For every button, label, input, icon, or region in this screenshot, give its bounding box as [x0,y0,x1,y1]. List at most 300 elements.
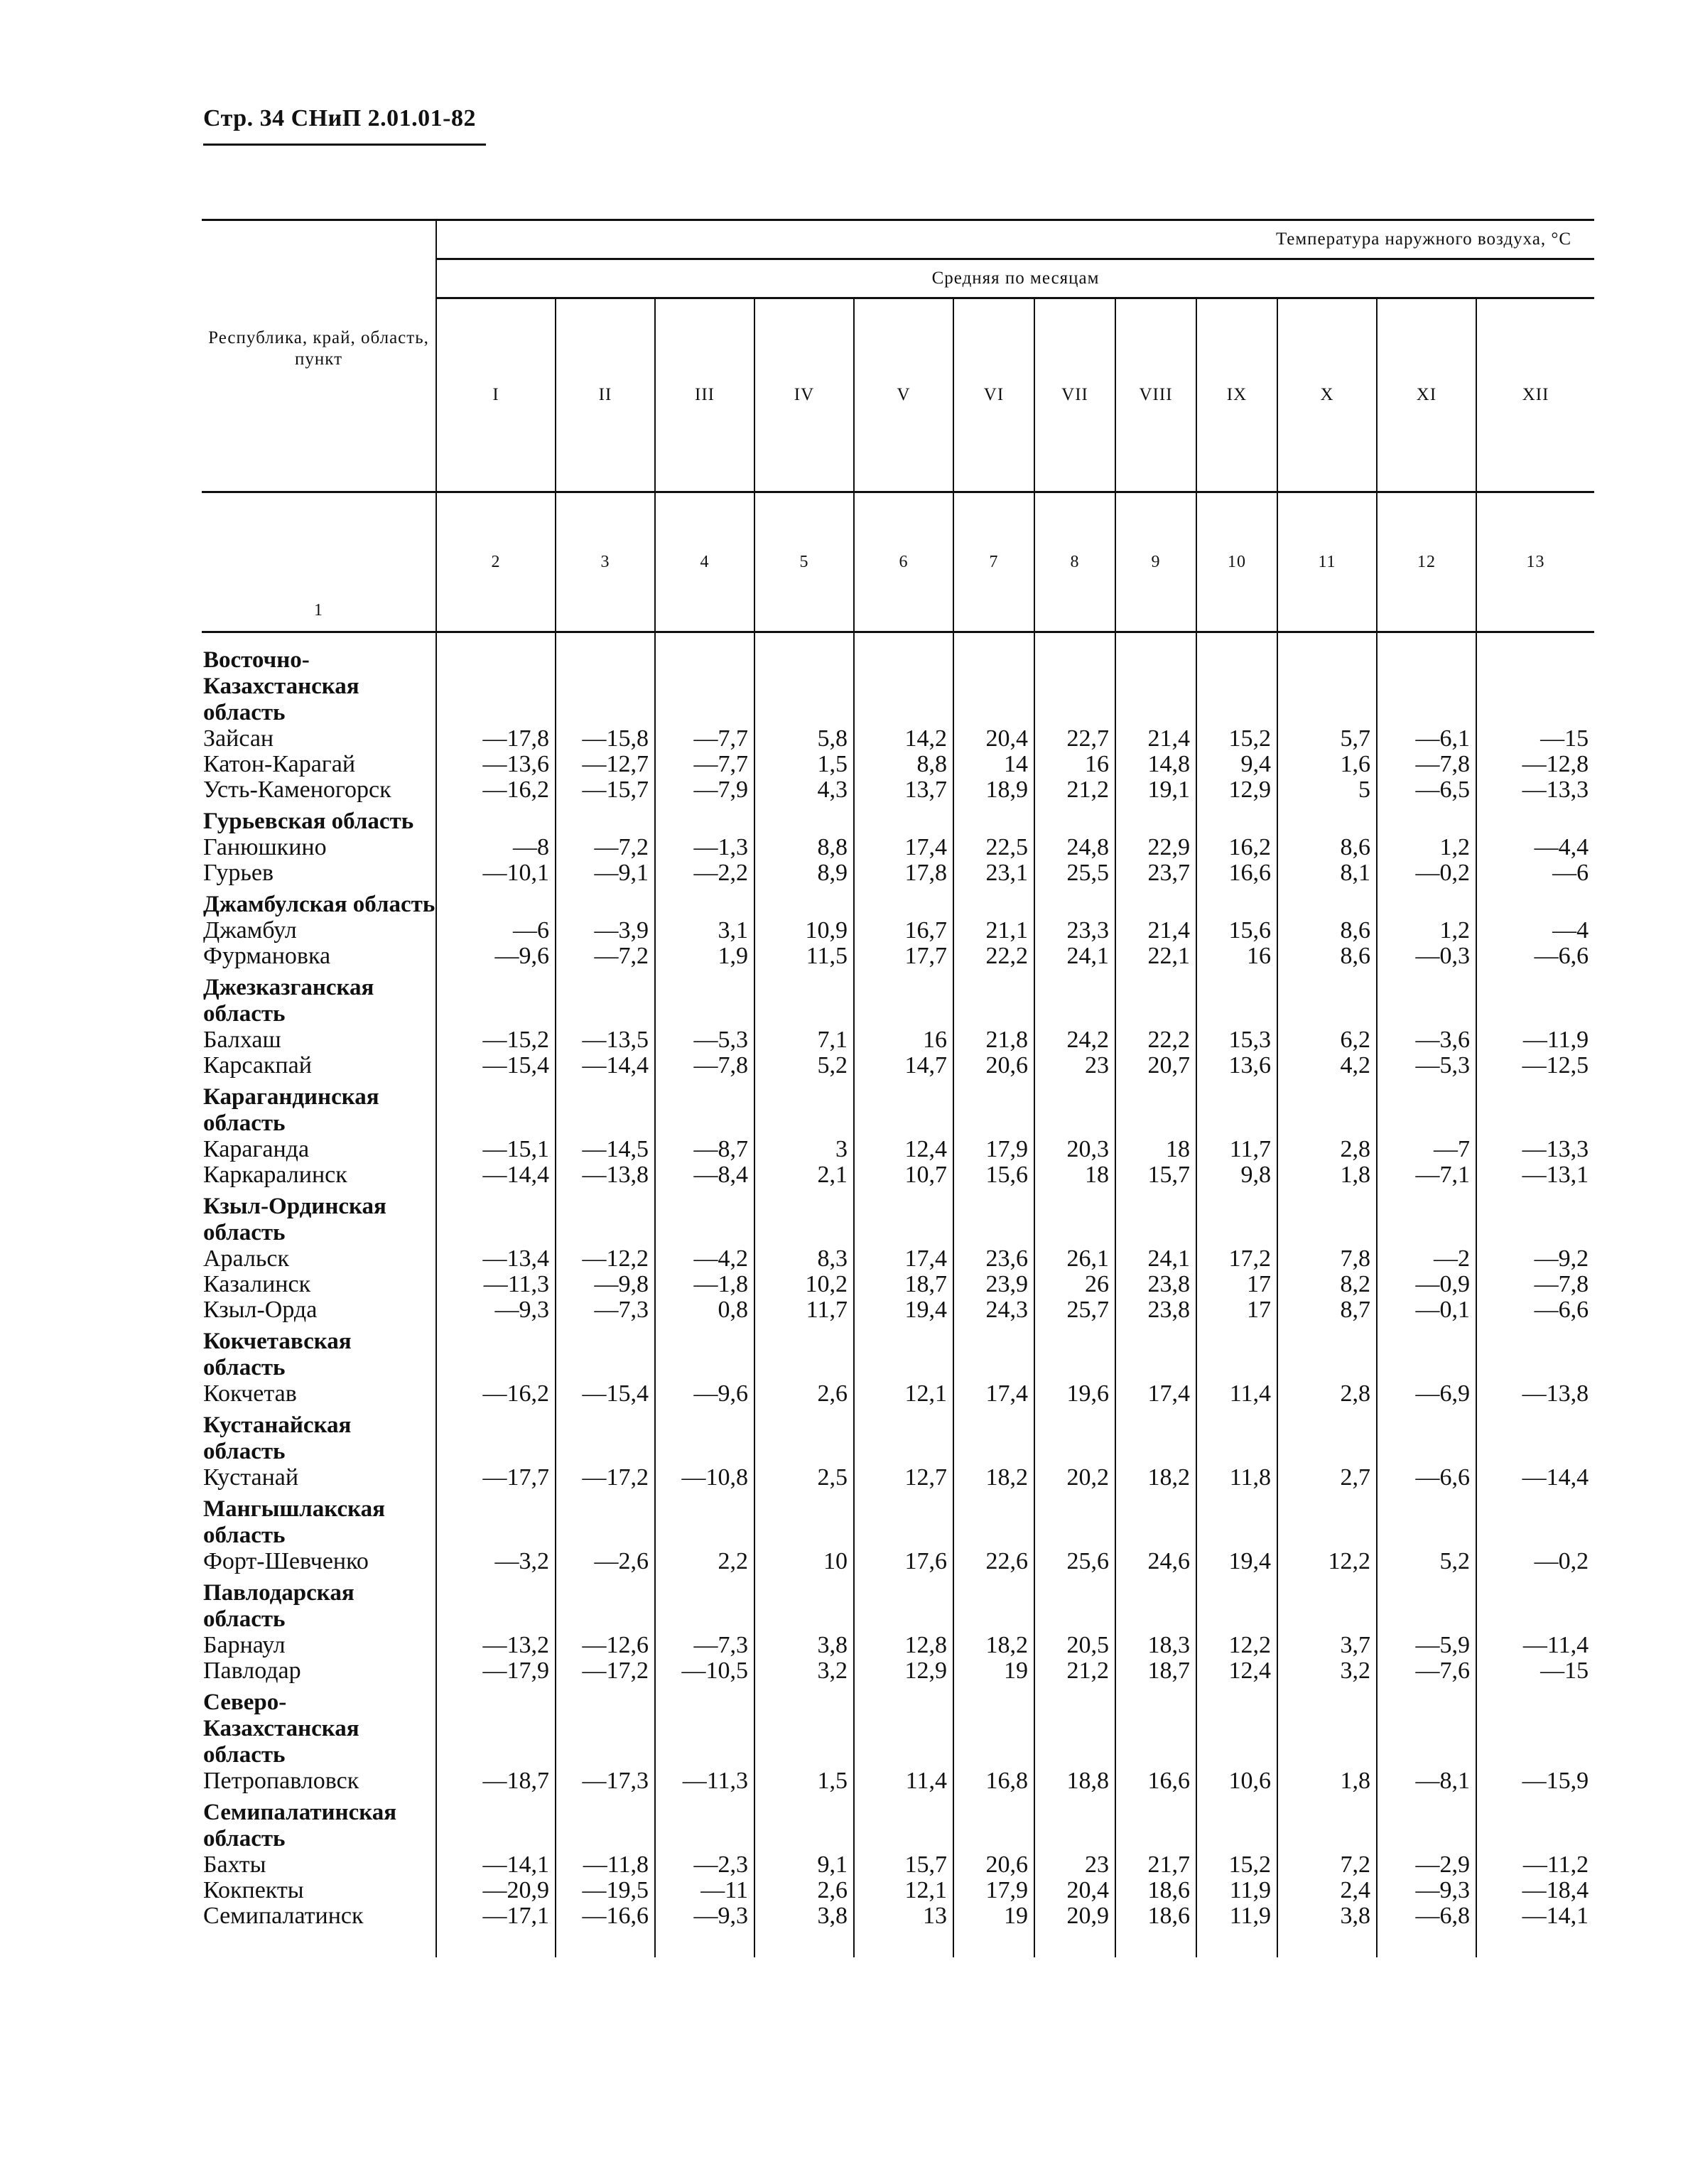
temperature-value: 10,7 [854,1162,953,1188]
temperature-value: —7 [1377,1137,1476,1162]
temperature-value: 24,8 [1034,835,1115,860]
empty-cell [1476,1794,1594,1852]
temperature-value: 8,2 [1277,1272,1377,1297]
temperature-value: —19,5 [556,1878,655,1903]
place-row [202,1162,1594,1188]
temperature-value: —10,1 [436,860,556,886]
temperature-value: 3,7 [1277,1633,1377,1658]
temperature-value: 18,7 [854,1272,953,1297]
temperature-value: 23,8 [1115,1272,1196,1297]
empty-cell [1115,642,1196,726]
temperature-value: 13 [854,1903,953,1929]
temperature-value: 2,7 [1277,1465,1377,1491]
temperature-value: 18,2 [953,1465,1034,1491]
temperature-value: 23,9 [953,1272,1034,1297]
temperature-value: 16,7 [854,918,953,944]
temperature-value: —6 [436,918,556,944]
empty-cell [953,969,1034,1027]
place-name: Кокпекты [203,1877,304,1903]
empty-cell [1476,642,1594,726]
temperature-value: 16,6 [1196,860,1277,886]
temperature-value: 0,8 [655,1297,754,1323]
temperature-value: —18,7 [436,1768,556,1794]
temperature-value: —2 [1377,1246,1476,1272]
empty-cell [1115,1574,1196,1633]
region-name: Джамбулская область [203,892,435,917]
temperature-value: —9,1 [556,860,655,886]
temperature-value: —15,2 [436,1027,556,1053]
month-header: IX [1196,298,1277,492]
temperature-value: 14,8 [1115,752,1196,777]
table-header [202,220,1594,632]
empty-cell [1196,886,1277,918]
place-row [202,860,1594,886]
temperature-value: 8,6 [1277,835,1377,860]
temperature-value: —9,8 [556,1272,655,1297]
sub-header: Средняя по месяцам [436,259,1594,298]
temperature-value: 17,4 [953,1381,1034,1407]
temperature-value: 20,2 [1034,1465,1115,1491]
temperature-value: —6,8 [1377,1903,1476,1929]
empty-cell [1377,1323,1476,1381]
region-name: Карагандинская область [203,1084,379,1136]
place-name: Форт-Шевченко [203,1548,369,1574]
column-number: 7 [953,492,1034,632]
empty-cell [556,1188,655,1246]
place-name: Балхаш [203,1027,281,1053]
temperature-value: 20,6 [953,1053,1034,1079]
temperature-value: 17,9 [953,1878,1034,1903]
place-name: Джамбул [203,917,297,944]
temperature-value: 12,1 [854,1878,953,1903]
temperature-value: 11,4 [1196,1381,1277,1407]
column-number: 2 [436,492,556,632]
empty-cell [556,969,655,1027]
empty-cell [854,642,953,726]
empty-cell [1196,1079,1277,1137]
temperature-value: —13,2 [436,1633,556,1658]
month-header: I [436,298,556,492]
temperature-value: 13,6 [1196,1053,1277,1079]
temperature-value: —2,3 [655,1852,754,1878]
temperature-value: 12,9 [1196,777,1277,803]
empty-cell [1277,1407,1377,1465]
temperature-value: 6,2 [1277,1027,1377,1053]
temperature-value: 17,8 [854,860,953,886]
temperature-value: —2,6 [556,1549,655,1574]
temperature-value: —15,8 [556,726,655,752]
temperature-value: —17,2 [556,1658,655,1684]
place-name: Фурмановка [203,943,331,969]
temperature-value: —7,8 [1476,1272,1594,1297]
empty-cell [556,886,655,918]
temperature-value: —5,9 [1377,1633,1476,1658]
temperature-value: 19,6 [1034,1381,1115,1407]
empty-cell [556,1079,655,1137]
temperature-value: 21,4 [1115,918,1196,944]
temperature-value: 11,7 [754,1297,854,1323]
month-header: XI [1377,298,1476,492]
empty-cell [436,1794,556,1852]
empty-cell [556,1407,655,1465]
empty-cell [1196,1188,1277,1246]
temperature-value: 15,2 [1196,726,1277,752]
temperature-value: 15,2 [1196,1852,1277,1878]
temperature-value: 26 [1034,1272,1115,1297]
empty-cell [436,1574,556,1633]
empty-cell [854,1491,953,1549]
temperature-value: —15,9 [1476,1768,1594,1794]
body-bottom-spacer [202,1929,1594,1957]
temperature-value: 18,3 [1115,1633,1196,1658]
temperature-value: 8,7 [1277,1297,1377,1323]
place-row [202,777,1594,803]
temperature-value: 3,2 [754,1658,854,1684]
temperature-value: 26,1 [1034,1246,1115,1272]
temperature-value: 17,2 [1196,1246,1277,1272]
temperature-value: 3,2 [1277,1658,1377,1684]
empty-cell [754,886,854,918]
empty-cell [1277,886,1377,918]
column-number-row [202,492,1594,632]
temperature-value: 18 [1115,1137,1196,1162]
temperature-value: 16,6 [1115,1768,1196,1794]
place-name: Семипалатинск [203,1903,364,1929]
empty-cell [1196,1574,1277,1633]
temperature-value: —7,1 [1377,1162,1476,1188]
temperature-value: —7,7 [655,726,754,752]
empty-cell [1115,1684,1196,1768]
temperature-value: —14,4 [436,1162,556,1188]
temperature-table [202,219,1594,1957]
empty-cell [1476,1188,1594,1246]
empty-cell [1034,1323,1115,1381]
empty-cell [754,1323,854,1381]
empty-cell [436,1491,556,1549]
temperature-value: 16 [854,1027,953,1053]
column-number: 5 [754,492,854,632]
place-row [202,1768,1594,1794]
region-name: Восточно-Казахстанская область [203,647,359,725]
column-number: 9 [1115,492,1196,632]
temperature-value: —14,1 [436,1852,556,1878]
empty-cell [1115,1188,1196,1246]
temperature-value: —6,6 [1377,1465,1476,1491]
temperature-value: —9,3 [655,1903,754,1929]
empty-cell [953,1574,1034,1633]
temperature-value: 25,5 [1034,860,1115,886]
temperature-value: 21,2 [1034,777,1115,803]
temperature-value: —4,4 [1476,835,1594,860]
place-name: Кокчетав [203,1380,297,1407]
empty-cell [1377,1574,1476,1633]
temperature-value: 12,7 [854,1465,953,1491]
empty-cell [854,1188,953,1246]
empty-cell [754,1079,854,1137]
temperature-value: 10,9 [754,918,854,944]
empty-cell [1196,1684,1277,1768]
temperature-value: 10,6 [1196,1768,1277,1794]
temperature-value: —3,9 [556,918,655,944]
temperature-value: 12,4 [1196,1658,1277,1684]
empty-cell [655,1188,754,1246]
temperature-value: —3,6 [1377,1027,1476,1053]
empty-cell [1115,1407,1196,1465]
temperature-value: —15,4 [556,1381,655,1407]
header-rule [203,144,486,146]
region-name: Мангышлакская область [203,1496,385,1548]
temperature-value: 8,6 [1277,918,1377,944]
place-row [202,752,1594,777]
empty-cell [953,1188,1034,1246]
temperature-value: —9,2 [1476,1246,1594,1272]
empty-cell [1377,1079,1476,1137]
temperature-value: —16,2 [436,777,556,803]
region-row [202,1407,1594,1465]
empty-cell [556,1794,655,1852]
temperature-value: —14,4 [1476,1465,1594,1491]
temperature-value: 5,2 [754,1053,854,1079]
region-row [202,1684,1594,1768]
temperature-value: —11,2 [1476,1852,1594,1878]
temperature-value: —3,2 [436,1549,556,1574]
empty-cell [1034,1188,1115,1246]
temperature-value: —12,5 [1476,1053,1594,1079]
temperature-value: 17,4 [854,1246,953,1272]
temperature-value: 20,3 [1034,1137,1115,1162]
body-top-spacer [202,632,1594,642]
temperature-value: 14,2 [854,726,953,752]
temperature-value: 15,3 [1196,1027,1277,1053]
temperature-value: —12,2 [556,1246,655,1272]
empty-cell [1277,1079,1377,1137]
empty-cell [655,1079,754,1137]
empty-cell [1034,886,1115,918]
temperature-value: 16,2 [1196,835,1277,860]
temperature-value: —0,2 [1377,860,1476,886]
empty-cell [655,1574,754,1633]
empty-cell [854,803,953,835]
place-row [202,1137,1594,1162]
empty-cell [1476,1323,1594,1381]
empty-cell [754,1491,854,1549]
empty-cell [436,1079,556,1137]
region-row [202,1323,1594,1381]
region-name: Кустанайская область [203,1412,352,1464]
empty-cell [1277,803,1377,835]
region-name: Кзыл-Ординская область [203,1194,386,1245]
empty-cell [1115,1323,1196,1381]
temperature-value: 2,6 [754,1878,854,1903]
region-row [202,803,1594,835]
temperature-value: 25,7 [1034,1297,1115,1323]
place-row [202,1633,1594,1658]
temperature-value: 18 [1034,1162,1115,1188]
temperature-value: —12,6 [556,1633,655,1658]
empty-cell [953,642,1034,726]
temperature-value: 20,9 [1034,1903,1115,1929]
temperature-value: 12,2 [1196,1633,1277,1658]
temperature-value: 5,8 [754,726,854,752]
empty-cell [854,1794,953,1852]
temperature-value: —10,5 [655,1658,754,1684]
empty-cell [436,1684,556,1768]
empty-cell [953,886,1034,918]
empty-cell [556,803,655,835]
temperature-value: —8,4 [655,1162,754,1188]
empty-cell [854,886,953,918]
temperature-value: —5,3 [1377,1053,1476,1079]
temperature-value: —7,6 [1377,1658,1476,1684]
temperature-value: 1,6 [1277,752,1377,777]
temperature-value: 11,9 [1196,1903,1277,1929]
temperature-value: 5 [1277,777,1377,803]
temperature-value: —14,1 [1476,1903,1594,1929]
empty-cell [436,1407,556,1465]
temperature-value: 25,6 [1034,1549,1115,1574]
temperature-value: —17,3 [556,1768,655,1794]
temperature-value: 1,2 [1377,918,1476,944]
empty-cell [1277,1188,1377,1246]
temperature-value: 9,4 [1196,752,1277,777]
temperature-value: 5,2 [1377,1549,1476,1574]
empty-cell [1377,642,1476,726]
temperature-value: —7,3 [556,1297,655,1323]
temperature-value: —17,8 [436,726,556,752]
region-name: Павлодарская область [203,1580,355,1632]
empty-cell [655,886,754,918]
place-row [202,835,1594,860]
region-row [202,969,1594,1027]
temperature-value: —11 [655,1878,754,1903]
temperature-value: 19,4 [1196,1549,1277,1574]
temperature-value: —7,2 [556,835,655,860]
empty-cell [854,1684,953,1768]
place-name: Казалинск [203,1271,311,1297]
place-row [202,726,1594,752]
temperature-value: —17,2 [556,1465,655,1491]
temperature-value: 7,8 [1277,1246,1377,1272]
column-number: 8 [1034,492,1115,632]
column-number: 13 [1476,492,1594,632]
empty-cell [655,1407,754,1465]
empty-cell [655,803,754,835]
temperature-value: 17 [1196,1272,1277,1297]
column-number: 12 [1377,492,1476,632]
temperature-value: 18,2 [953,1633,1034,1658]
temperature-value: 11,5 [754,944,854,969]
empty-cell [1196,1323,1277,1381]
empty-cell [854,1574,953,1633]
temperature-value: 21,1 [953,918,1034,944]
empty-cell [1476,969,1594,1027]
temperature-value: —17,9 [436,1658,556,1684]
temperature-value: 23,8 [1115,1297,1196,1323]
temperature-value: —7,2 [556,944,655,969]
temperature-value: —14,4 [556,1053,655,1079]
temperature-value: —13,3 [1476,777,1594,803]
temperature-value: —16,6 [556,1903,655,1929]
temperature-value: —7,8 [1377,752,1476,777]
temperature-value: —0,1 [1377,1297,1476,1323]
place-row [202,1272,1594,1297]
month-header: VI [953,298,1034,492]
temperature-value: —11,3 [655,1768,754,1794]
empty-cell [1196,1407,1277,1465]
temperature-value: —6,6 [1476,1297,1594,1323]
empty-cell [1034,1574,1115,1633]
month-header: II [556,298,655,492]
empty-cell [655,969,754,1027]
empty-cell [1377,1794,1476,1852]
empty-cell [1377,803,1476,835]
column-number: 6 [854,492,953,632]
place-name: Кустанай [203,1464,299,1491]
empty-cell [1196,1794,1277,1852]
temperature-value: 8,9 [754,860,854,886]
temperature-value: —6,6 [1476,944,1594,969]
temperature-value: 3,1 [655,918,754,944]
empty-cell [854,969,953,1027]
temperature-value: —9,3 [436,1297,556,1323]
empty-cell [436,642,556,726]
temperature-value: 17,6 [854,1549,953,1574]
region-row [202,1079,1594,1137]
empty-cell [1377,1407,1476,1465]
page-header: Стр. 34 СНиП 2.01.01-82 [203,105,476,131]
temperature-value: 3,8 [754,1633,854,1658]
temperature-value: 1,5 [754,1768,854,1794]
temperature-value: —13,8 [556,1162,655,1188]
temperature-value: 17,7 [854,944,953,969]
empty-cell [556,1491,655,1549]
temperature-value: 21,4 [1115,726,1196,752]
temperature-value: 11,8 [1196,1465,1277,1491]
empty-cell [1377,969,1476,1027]
temperature-value: 14 [953,752,1034,777]
temperature-value: 3,8 [1277,1903,1377,1929]
temperature-value: 1,8 [1277,1768,1377,1794]
temperature-value: 8,1 [1277,860,1377,886]
temperature-value: 22,2 [1115,1027,1196,1053]
temperature-value: —4,2 [655,1246,754,1272]
temperature-value: —6,9 [1377,1381,1476,1407]
temperature-value: 23,3 [1034,918,1115,944]
temperature-value: 15,7 [854,1852,953,1878]
temperature-value: 20,7 [1115,1053,1196,1079]
temperature-value: 15,6 [953,1162,1034,1188]
temperature-value: 21,8 [953,1027,1034,1053]
temperature-value: —8 [436,835,556,860]
empty-cell [655,642,754,726]
month-header: VIII [1115,298,1196,492]
temperature-value: 15,7 [1115,1162,1196,1188]
region-row [202,1574,1594,1633]
temperature-value: 12,2 [1277,1549,1377,1574]
empty-cell [1034,1794,1115,1852]
region-name: Северо-Казахстанская область [203,1690,359,1768]
temperature-value: —14,5 [556,1137,655,1162]
temperature-value: —0,3 [1377,944,1476,969]
temperature-value: 1,5 [754,752,854,777]
temperature-value: —15,7 [556,777,655,803]
temperature-value: 24,1 [1034,944,1115,969]
region-name: Джезказганская область [203,975,374,1027]
temperature-value: 23,1 [953,860,1034,886]
month-header: VII [1034,298,1115,492]
temperature-value: —16,2 [436,1381,556,1407]
place-name: Петропавловск [203,1768,359,1794]
